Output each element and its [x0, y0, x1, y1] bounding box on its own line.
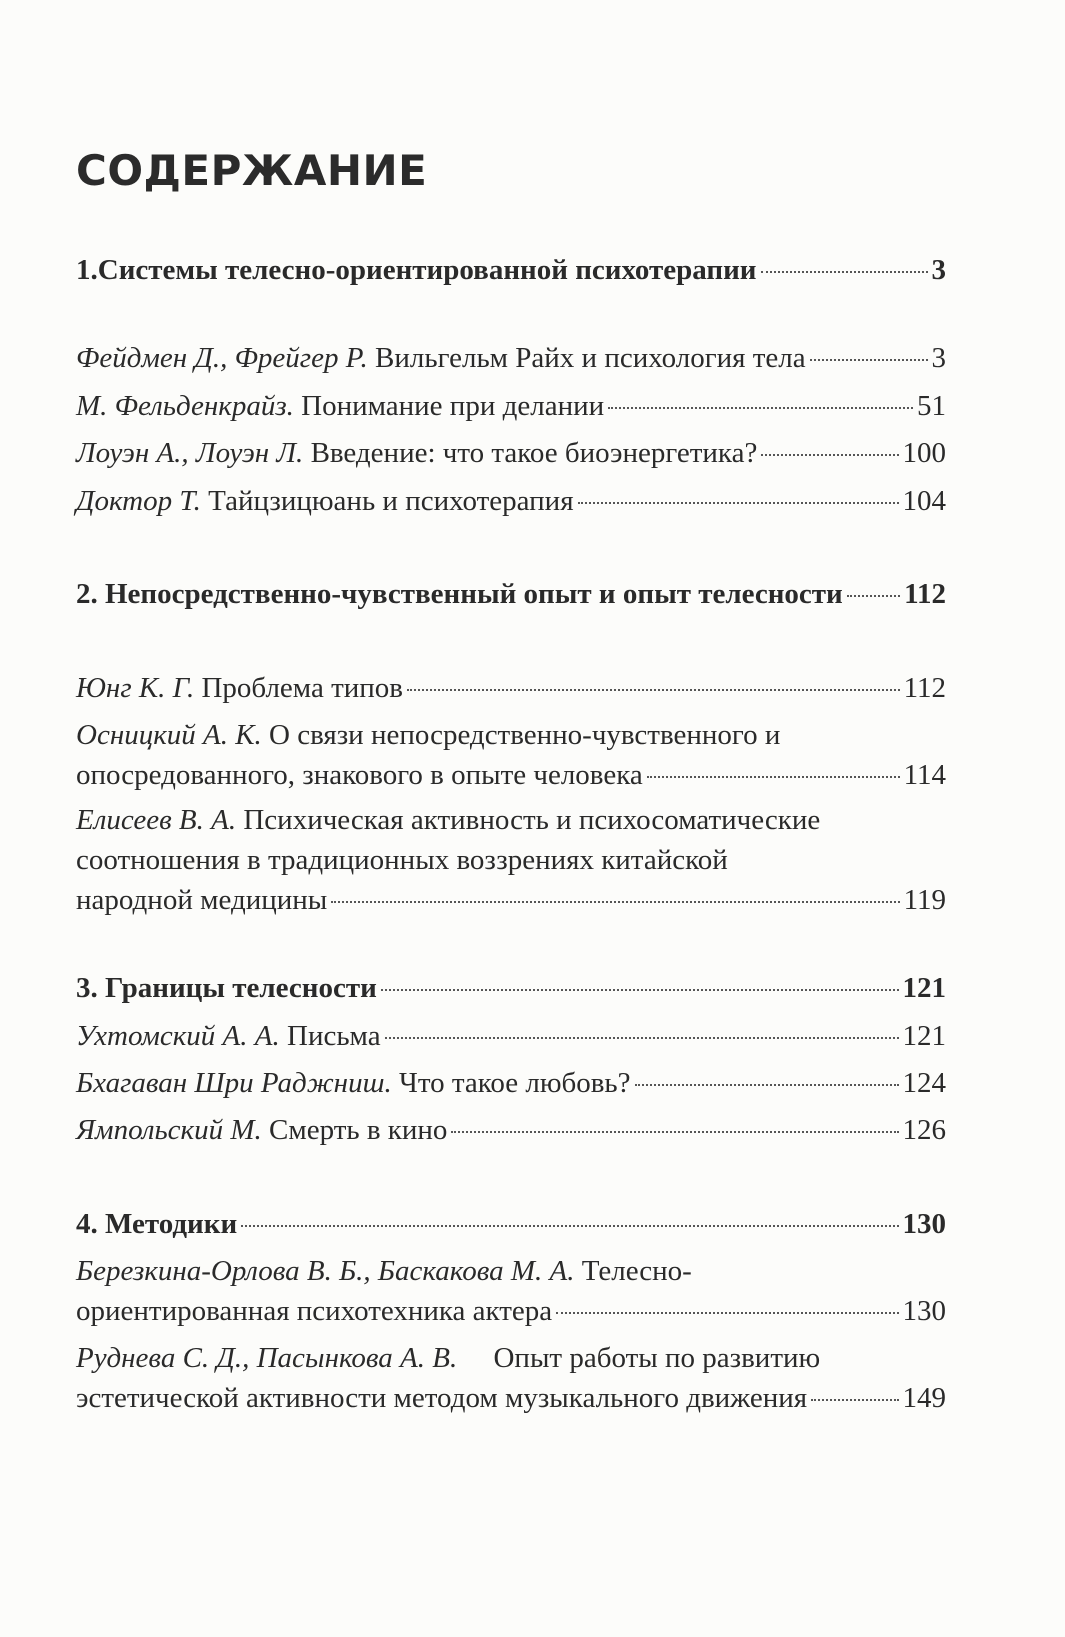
- page-number: 121: [902, 1020, 946, 1052]
- toc-entry: [76, 800, 946, 920]
- dot-leader: [381, 989, 899, 991]
- page-number: 124: [902, 1067, 946, 1099]
- entry-author: Березкина-Орлова В. Б., Баскакова М. А.: [76, 1255, 575, 1287]
- entry-author: Фейдмен Д., Фрейгер Р.: [76, 342, 368, 374]
- entry-author: М. Фельденкрайз.: [76, 390, 294, 422]
- entry-title-line: опосредованного, знакового в опыте человека: [76, 759, 643, 791]
- toc-entry: [76, 1251, 946, 1331]
- toc-section-heading: [76, 968, 946, 1008]
- entry-author: Елисеев В. А.: [76, 804, 237, 836]
- page-number: 51: [917, 390, 946, 422]
- entry-title: Письма: [287, 1020, 381, 1052]
- dot-leader: [811, 1399, 898, 1401]
- toc-entry: [76, 1338, 946, 1418]
- dot-leader: [385, 1037, 899, 1039]
- toc-entry: [76, 481, 946, 521]
- toc-section-heading: [76, 574, 946, 614]
- dot-leader: [761, 454, 898, 456]
- dot-leader: [761, 271, 928, 273]
- page-title: СОДЕРЖАНИЕ: [76, 146, 428, 195]
- entry-title-line: Психическая активность и психосоматические: [243, 804, 821, 836]
- dot-leader: [451, 1131, 898, 1133]
- dot-leader: [810, 359, 928, 361]
- dot-leader: [647, 776, 900, 778]
- entry-title-line: ориентированная психотехника актера: [76, 1295, 553, 1327]
- page-number: 130: [902, 1295, 946, 1327]
- entry-title-line: эстетической активности методом музыкального движения: [76, 1382, 808, 1414]
- dot-leader: [578, 502, 899, 504]
- toc-section-heading: [76, 250, 946, 290]
- entry-author: Бхагаван Шри Раджниш.: [76, 1067, 392, 1099]
- entry-title: Что такое любовь?: [398, 1067, 631, 1099]
- page-number: 104: [902, 485, 946, 517]
- entry-title-line: Опыт работы по развитию: [493, 1342, 821, 1374]
- entry-author: Лоуэн А., Лоуэн Л.: [76, 437, 304, 469]
- toc-entry: [76, 668, 946, 708]
- page-number: 126: [902, 1114, 946, 1146]
- dot-leader: [241, 1225, 898, 1227]
- toc-entry: [76, 1063, 946, 1103]
- entry-author: Юнг К. Г.: [76, 672, 195, 704]
- page-number: 112: [904, 578, 946, 610]
- toc-section-heading: [76, 1204, 946, 1244]
- entry-title: Тайцзицюань и психотерапия: [208, 485, 574, 517]
- entry-title: Введение: что такое биоэнергетика?: [310, 437, 758, 469]
- entry-author: Ямпольский М.: [76, 1114, 262, 1146]
- toc-entry: [76, 338, 946, 378]
- entry-author: Ухтомский А. А.: [76, 1020, 280, 1052]
- dot-leader: [331, 901, 899, 903]
- entry-author: Осницкий А. К.: [76, 719, 262, 751]
- page-number: 112: [903, 672, 946, 704]
- dot-leader: [407, 689, 900, 691]
- entry-title-line: соотношения в традиционных воззрениях китайской: [76, 844, 728, 876]
- toc-entry: [76, 1110, 946, 1150]
- entry-author: Доктор Т.: [76, 485, 201, 517]
- toc-entry: [76, 715, 946, 795]
- entry-author: Руднева С. Д., Пасынкова А. В.: [76, 1342, 458, 1374]
- dot-leader: [608, 407, 913, 409]
- toc-entry: [76, 386, 946, 426]
- entry-title-line: Телесно-: [581, 1255, 692, 1287]
- entry-title: Вильгельм Райх и психология тела: [375, 342, 806, 374]
- dot-leader: [556, 1312, 898, 1314]
- dot-leader: [847, 595, 900, 597]
- entry-title: Проблема типов: [201, 672, 403, 704]
- entry-title-line: народной медицины: [76, 884, 328, 916]
- entry-title: Смерть в кино: [269, 1114, 448, 1146]
- page-number: 121: [902, 972, 946, 1004]
- section-title: 1.Системы телесно-ориентированной психотерапии: [76, 254, 757, 286]
- section-title: 2. Непосредственно-чувственный опыт и опыт телесности: [76, 578, 843, 610]
- page-number: 3: [931, 342, 946, 374]
- page-number: 3: [931, 254, 946, 286]
- dot-leader: [635, 1084, 899, 1086]
- page-number: 119: [903, 884, 946, 916]
- section-title: 4. Методики: [76, 1208, 238, 1240]
- toc-entry: [76, 433, 946, 473]
- page-number: 114: [903, 759, 946, 791]
- page-number: 130: [902, 1208, 946, 1240]
- toc-entry: [76, 1016, 946, 1056]
- section-title: 3. Границы телесности: [76, 972, 377, 1004]
- page-number: 149: [902, 1382, 946, 1414]
- entry-title: Понимание при делании: [301, 390, 605, 422]
- entry-title-line: О связи непосредственно-чувственного и: [269, 719, 781, 751]
- page-number: 100: [902, 437, 946, 469]
